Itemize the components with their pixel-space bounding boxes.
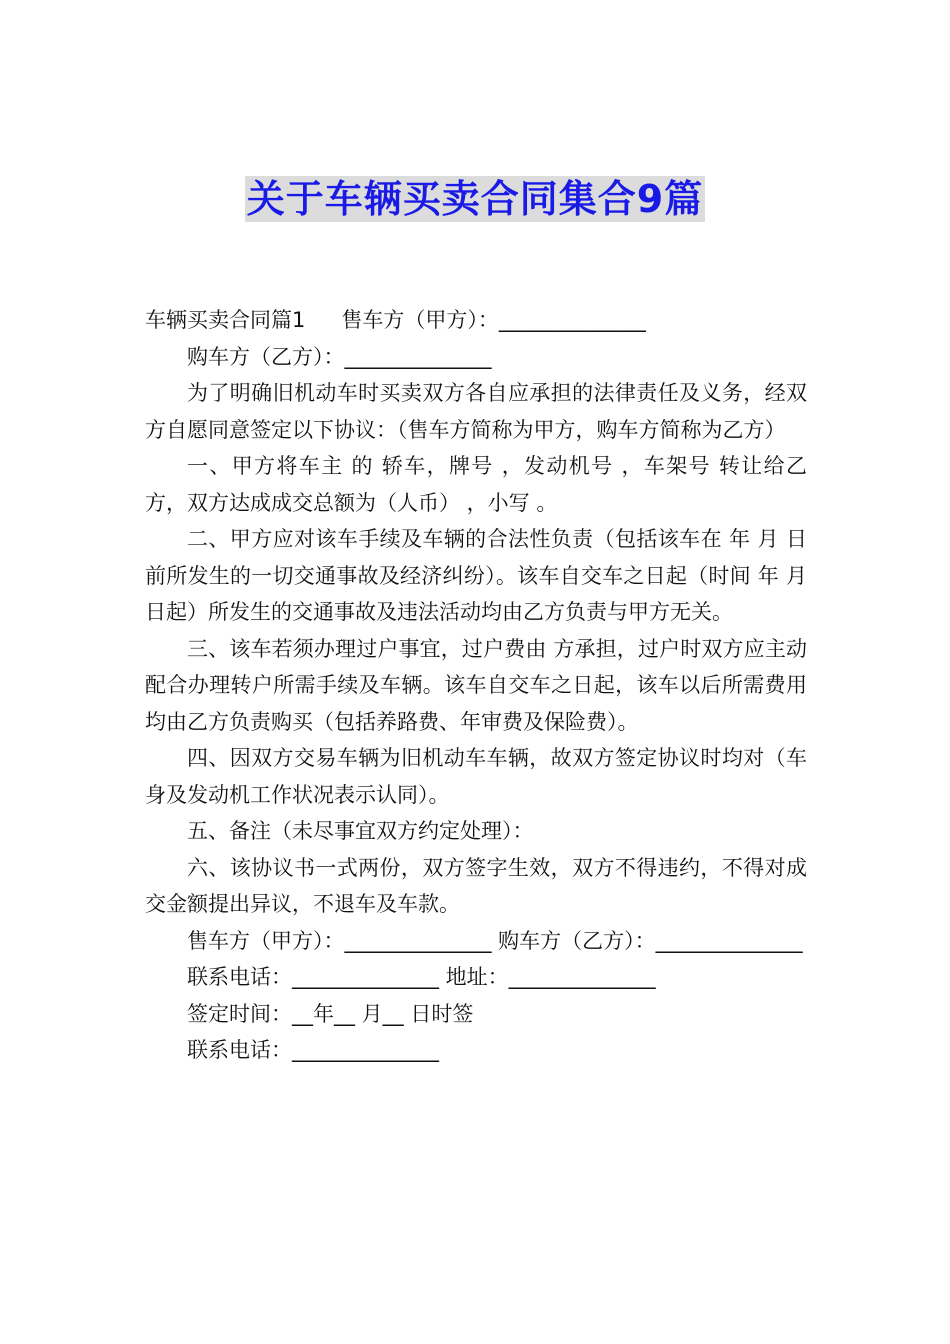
clause-1: 一、甲方将车主 的 轿车，牌号 ，发动机号 ，车架号 转让给乙方，双方达成成交总额为（人币） ，小写 。 (145, 454, 807, 515)
document-title: 关于车辆买卖合同集合9篇 (246, 177, 704, 221)
contact-phone-line: 联系电话：______________ (187, 1038, 439, 1062)
signing-date-line: 签定时间：__年__ 月__ 日时签 (187, 1001, 474, 1026)
clause-3: 三、该车若须办理过户事宜，过户费由 方承担，过户时双方应主动配合办理转户所需手续及车辆。该车自交车之日起，该车以后所需费用均由乙方负责购买（包括养路费、年审费及保险费）。 (145, 636, 807, 734)
clause-2: 二、甲方应对该车手续及车辆的合法性负责（包括该车在 年 月 日前所发生的一切交通事故及经济纠纷）。该车自交车之日起（时间 年 月 日起）所发生的交通事故及违法活动均由乙方负责与甲方无关。 (145, 527, 807, 624)
preamble-paragraph: 为了明确旧机动车时买卖双方各自应承担的法律责任及义务，经双方自愿同意签定以下协议：（售车方简称为甲方，购车方简称为乙方） (145, 381, 807, 442)
seller-line: 售车方（甲方）：______________ (341, 308, 646, 332)
clause-5: 五、备注（未尽事宜双方约定处理）： (187, 819, 534, 843)
contact-address-line: 联系电话：______________ 地址：______________ (187, 965, 656, 989)
buyer-line: 购车方（乙方）：______________ (187, 344, 492, 369)
signature-parties-line: 售车方（甲方）：______________ 购车方（乙方）：______________ (187, 928, 803, 953)
contract-section-label: 车辆买卖合同篇1 (145, 308, 306, 332)
title-container (0, 176, 950, 222)
contract-heading-line (145, 302, 807, 339)
clause-6: 六、该协议书一式两份，双方签字生效，双方不得违约，不得对成交金额提出异议，不退车及车款。 (145, 855, 807, 916)
contract-body (145, 302, 807, 1069)
clause-4: 四、因双方交易车辆为旧机动车车辆，故双方签定协议时均对（车身及发动机工作状况表示认同）。 (145, 746, 807, 807)
